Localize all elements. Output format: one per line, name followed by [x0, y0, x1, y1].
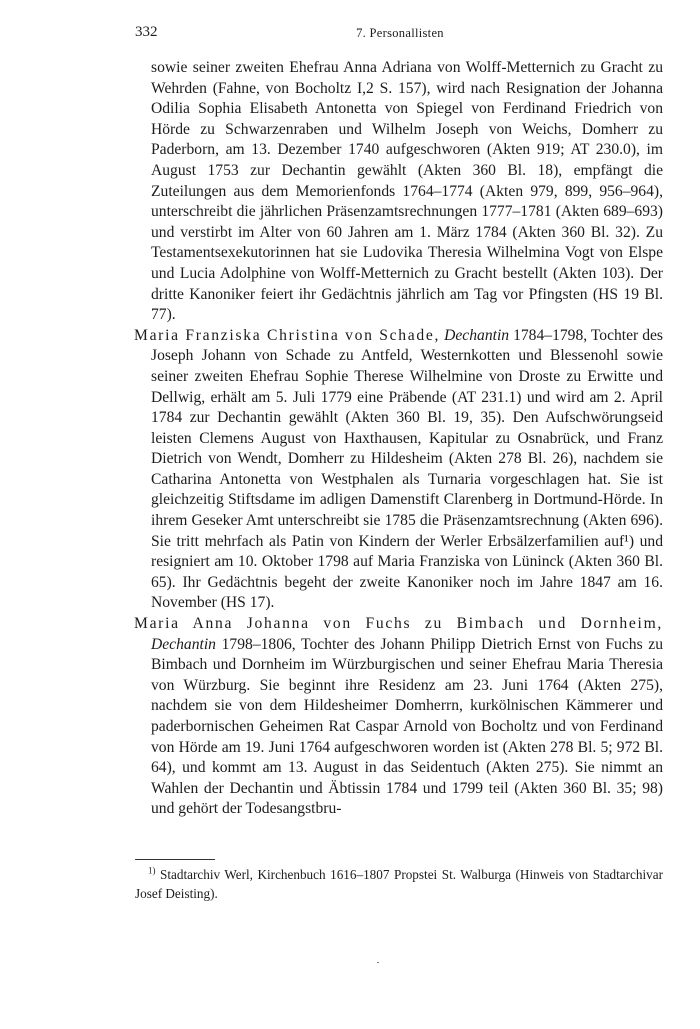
- entry-text: sowie seiner zweiten Ehefrau Anna Adriana von Wolff-Metternich zu Gracht zu Wehrden (Fahne, von Bocholtz I,2 S. 157), wird nach Resignation der Johanna Odilia Sophia Elisabeth Antonetta von Spiegel von Ferdinand Friedrich von Hörde zu Schwarzenraben und Wilhelm Joseph von Weichs, Domherr zu Paderborn, am 13. Dezember 1740 aufgeschworen (Akten 919; AT 230.0), im August 1753 zur Dechantin gewählt (Akten 360 Bl. 18), empfängt die Zuteilungen aus dem Memorienfonds 1764–1774 (Akten 979, 899, 956–964), unterschreibt die jährlichen Präsenzamtsrechnungen 1777–1781 (Akten 689–693) und verstirbt im Alter von 60 Jahren am 1. März 1784 (Akten 360 Bl. 32). Zu Testamentsexekutorinnen hat sie Ludovika Theresia Wilhelmina Vogt von Elspe und Lucia Adolphine von Wolff-Metternich zu Gracht bestellt (Akten 103). Der dritte Kanoniker feiert ihr Gedächtnis jährlich am Tag vor Pfingsten (HS 19 Bl. 77).: [151, 59, 663, 324]
- entry-text: 1784–1798, Tochter des Joseph Johann von Schade zu Antfeld, Westernkotten und Blessenohl sowie seiner zweiten Ehefrau Sophie Therese Wilhelmine von Droste zu Erwitte und Dellwig, erhält am 5. Juli 1779 eine Präbende (AT 231.1) und wird am 2. April 1784 zur Dechantin gewählt (Akten 360 Bl. 19, 35). Den Aufschwörungseid leisten Clemens August von Haxthausen, Kapitular zu Osnabrück, und Franz Dietrich von Wendt, Domherr zu Hildesheim (Akten 278 Bl. 26), nachdem sie Catharina Antonetta von Westphalen als Turnaria vorgeschlagen hat. Sie ist gleichzeitig Stiftsdame im adligen Damenstift Clarenberg in Dortmund-Hörde. In ihrem Geseker Amt unterschreibt sie 1785 die Präsenzamtsrechnung (Akten 696). Sie tritt mehrfach als Patin von Kindern der Werler Erbsälzerfamilien auf¹) und resigniert am 10. Oktober 1798 auf Maria Franziska von Lüninck (Akten 360 Bl. 65). Ihr Gedächtnis begeht der zweite Kanoniker noch im Jahre 1847 am 16. November (HS 17).: [151, 326, 663, 612]
- office-title: Dechantin: [444, 326, 510, 344]
- entry-text: 1798–1806, Tochter des Johann Philipp Dietrich Ernst von Fuchs zu Bimbach und Dornheim im Würzburgischen und seiner Ehefrau Maria Theresia von Würzburg. Sie beginnt ihre Residenz am 23. Juni 1764 (Akten 275), nachdem sie von dem Hildesheimer Domherrn, kurkölnischen Kämmerer und paderbornischen Geheimen Rat Caspar Arnold von Bocholtz und von Ferdinand von Hörde am 19. Juni 1764 aufgeschworen worden ist (Akten 278 Bl. 5; 972 Bl. 64), und kommt am 13. August in das Seidentuch (Akten 275). Sie nimmt an Wahlen der Dechantin und Äbtissin 1784 und 1799 teil (Akten 360 Bl. 35; 98) und gehört der Todesangstbru-: [151, 635, 664, 818]
- footnote-rule: [135, 859, 215, 860]
- entry-fuchs: [134, 614, 663, 820]
- body-text: [134, 58, 663, 820]
- person-name: Maria Anna Johanna von Fuchs zu Bimbach und Dornheim,: [134, 615, 663, 633]
- entry-schade: [134, 326, 663, 614]
- person-name: Maria Franziska Christina von Schade,: [134, 326, 441, 344]
- entry-continuation: [134, 58, 663, 326]
- running-head: 7. Personallisten: [356, 26, 444, 40]
- office-title: Dechantin: [151, 635, 216, 653]
- footnote: [135, 866, 663, 903]
- footnote-text: Stadtarchiv Werl, Kirchenbuch 1616–1807 Propstei St. Walburga (Hinweis von Stadtarchivar Josef Deisting).: [135, 867, 664, 901]
- page-number: 332: [135, 24, 158, 40]
- scan-speck: [377, 962, 379, 963]
- page-header: [135, 24, 665, 44]
- footnote-marker: 1): [148, 865, 156, 876]
